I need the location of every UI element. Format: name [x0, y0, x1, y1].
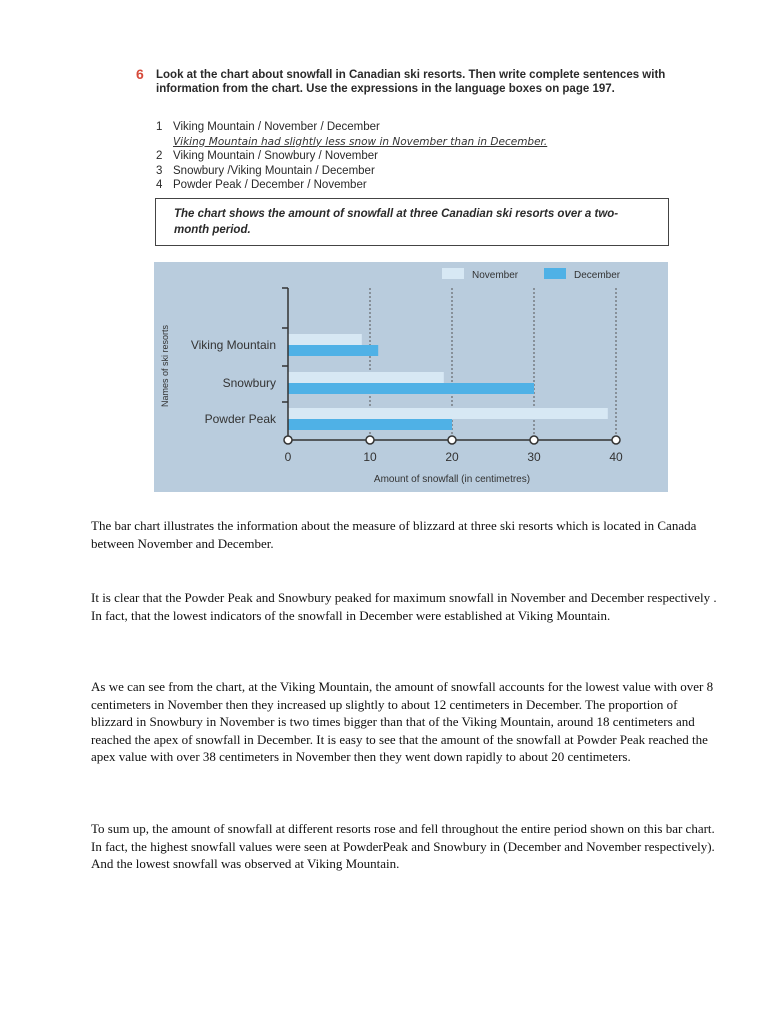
category-label: Viking Mountain — [190, 338, 276, 352]
legend-swatch-december — [544, 268, 566, 279]
example-answer: Viking Mountain had slightly less snow in November than in December. — [173, 135, 548, 148]
item-number: 3 — [156, 164, 163, 177]
x-tick-label: 10 — [363, 450, 377, 464]
list-item — [156, 164, 676, 179]
x-tick-marker — [612, 436, 620, 444]
exercise-list — [156, 120, 676, 193]
essay-paragraph-2: It is clear that the Powder Peak and Snowbury peaked for maximum snowfall in November and December respectively . In fact, that the lowest indicators of the snowfall in December were established at Viking Mountain. — [91, 590, 717, 623]
bar-november-powder-peak — [288, 408, 608, 419]
snowfall-chart — [154, 262, 668, 492]
essay-paragraph-4: To sum up, the amount of snowfall at different resorts rose and fell throughout the entire period shown on this bar chart. In fact, the highest snowfall values were seen at PowderPeak and Snowbury in (December and November respectively). And the lowest snowfall was observed at Viking Mountain. — [91, 821, 715, 871]
x-tick-label: 40 — [609, 450, 623, 464]
bar-december-viking-mountain — [288, 345, 378, 356]
item-text: Snowbury /Viking Mountain / December — [173, 164, 375, 177]
list-item-example-answer — [156, 135, 676, 150]
category-label: Snowbury — [222, 376, 276, 390]
item-text: Powder Peak / December / November — [173, 179, 367, 191]
list-item — [156, 120, 676, 135]
x-tick-label: 0 — [284, 450, 292, 464]
x-axis-label: Amount of snowfall (in centimetres) — [373, 474, 531, 485]
legend-label-november: November — [472, 270, 519, 281]
item-number: 4 — [156, 179, 163, 191]
chart-svg — [154, 262, 668, 492]
legend-swatch-november — [442, 268, 464, 279]
legend-label-december: December — [574, 270, 621, 281]
item-number: 2 — [156, 150, 163, 162]
bar-december-powder-peak — [288, 419, 452, 430]
item-number: 1 — [156, 121, 163, 133]
x-tick-marker — [366, 436, 374, 444]
x-tick-marker — [448, 436, 456, 444]
category-label: Powder Peak — [204, 412, 276, 426]
bar-december-snowbury — [288, 383, 534, 394]
bar-november-snowbury — [288, 372, 444, 383]
essay-paragraph-3: As we can see from the chart, at the Viking Mountain, the amount of snowfall accounts for the lowest value with over 8 centimeters in November then they increased up slightly to about 12 centimeters in December. The proportion of blizzard in Snowbury in November is two times bigger than that of the Viking Mountain, around 18 centimeters and reached the apex of snowfall in December. It is easy to see that the amount of the snowfall at Powder Peak reached the apex value with over 38 centimeters in November then they went down rapidly to about 20 centimeters. — [91, 679, 714, 764]
y-axis-label: Names of ski resorts — [160, 324, 170, 408]
list-item — [156, 178, 676, 193]
x-tick-marker — [284, 436, 292, 444]
x-tick-marker — [530, 436, 538, 444]
exercise-number: 6 — [136, 66, 144, 82]
essay-paragraph-1: The bar chart illustrates the information about the measure of blizzard at three ski resorts which is located in Canada between November and December. — [91, 518, 697, 551]
x-tick-label: 20 — [445, 450, 459, 464]
item-text: Viking Mountain / Snowbury / November — [173, 150, 378, 162]
x-tick-label: 30 — [527, 450, 541, 464]
bar-november-viking-mountain — [288, 334, 362, 345]
chart-caption-box: The chart shows the amount of snowfall at three Canadian ski resorts over a two-month period. — [155, 198, 669, 246]
item-text: Viking Mountain / November / December — [173, 121, 380, 133]
list-item — [156, 149, 676, 164]
exercise-instructions: Look at the chart about snowfall in Canadian ski resorts. Then write complete sentences with information from the chart. Use the expressions in the language boxes on page 197. — [156, 69, 666, 95]
